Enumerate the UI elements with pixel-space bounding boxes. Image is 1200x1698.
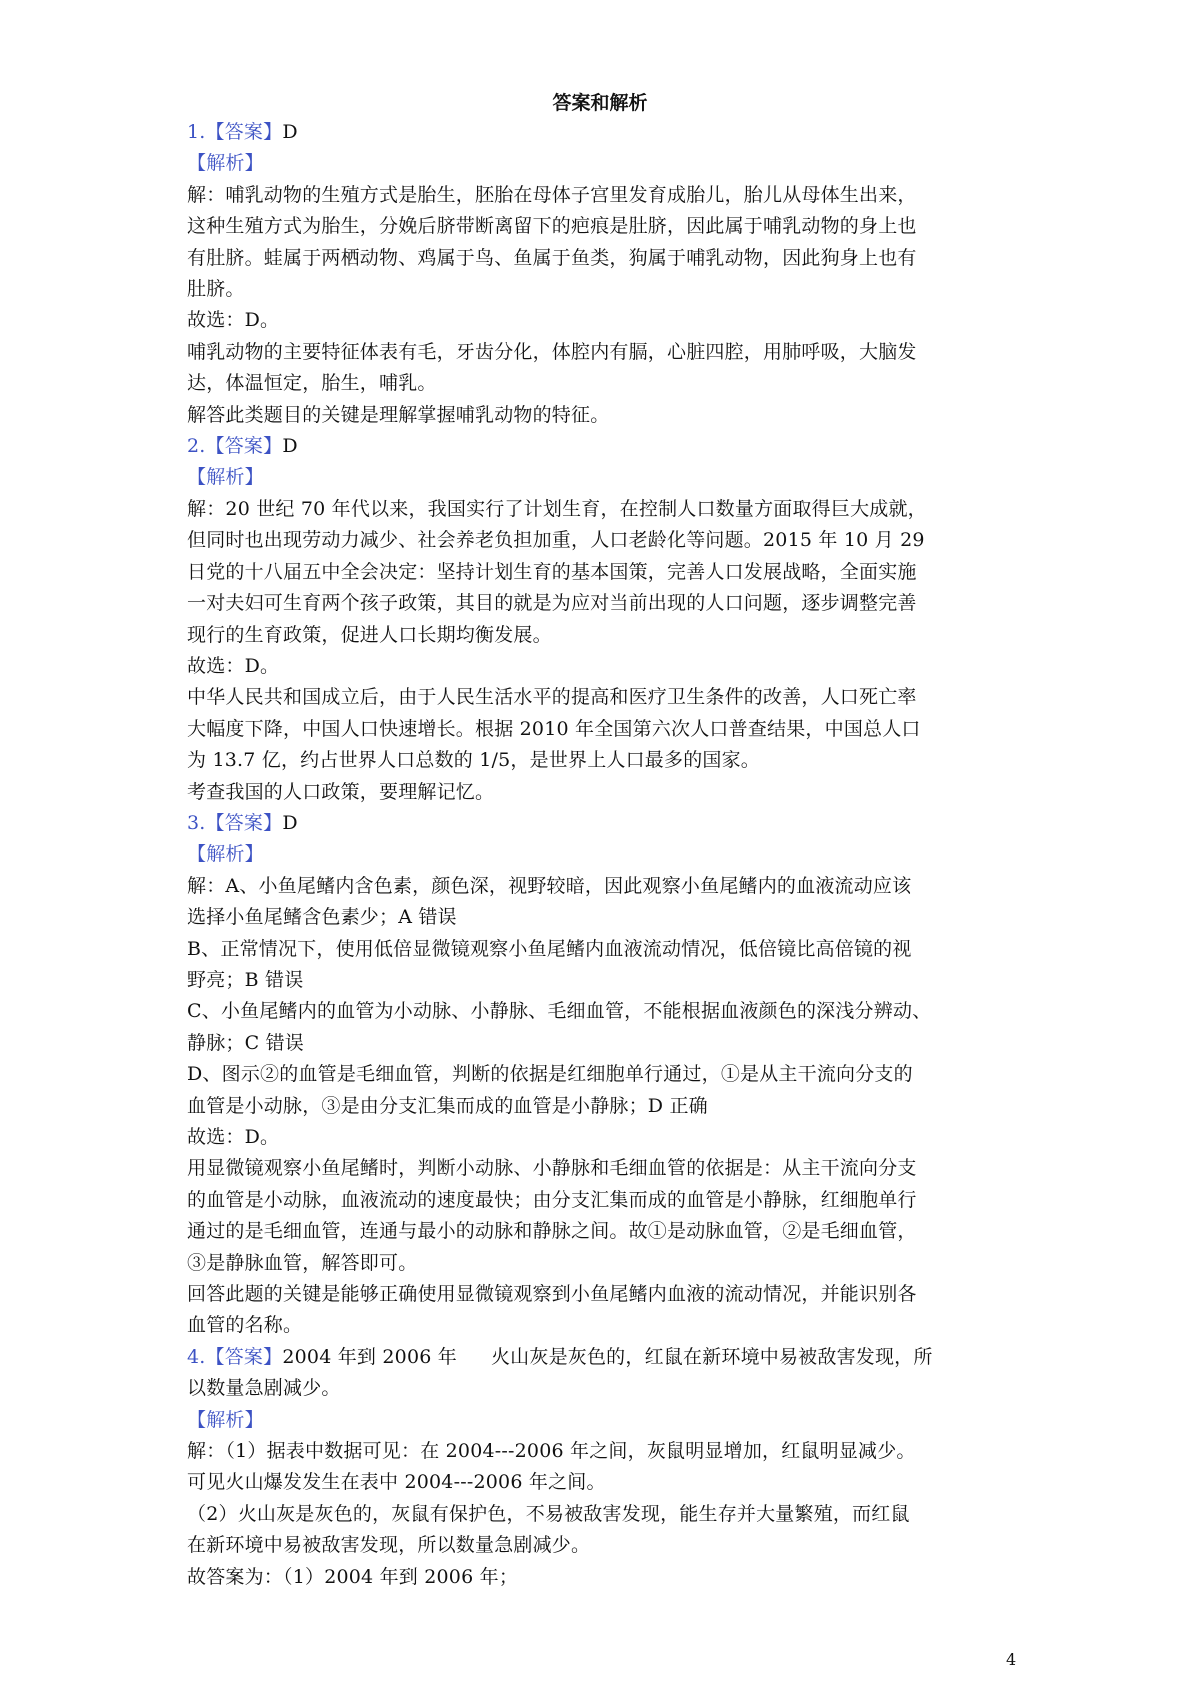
q4-answer-value-1: 2004 年到 2006 年 [282, 1345, 457, 1368]
q4-line: 故答案为：（1）2004 年到 2006 年； [187, 1565, 519, 1588]
q3-line: 血管是小动脉，③是由分支汇集而成的血管是小静脉；D 正确 [187, 1094, 708, 1117]
q1-line: 有肚脐。蛙属于两栖动物、鸡属于鸟、鱼属于鱼类，狗属于哺乳动物，因此狗身上也有 [187, 246, 917, 269]
q2-answer-value: D [282, 435, 298, 458]
q3-answer-value: D [282, 811, 298, 834]
q3-line: 静脉；C 错误 [187, 1031, 304, 1054]
q2-line: 一对夫妇可生育两个孩子政策，其目的就是为应对当前出现的人口问题，逐步调整完善 [187, 592, 917, 615]
q2-line: 考查我国的人口政策，要理解记忆。 [187, 780, 495, 803]
page-number: 4 [1006, 1650, 1017, 1669]
q3-line: C、小鱼尾鳍内的血管为小动脉、小静脉、毛细血管，不能根据血液颜色的深浅分辨动、 [187, 1000, 932, 1023]
q3-line: 用显微镜观察小鱼尾鳍时，判断小动脉、小静脉和毛细血管的依据是：从主干流向分支 [187, 1157, 917, 1180]
q4-line: 解：（1）据表中数据可见：在 2004---2006 年之间，灰鼠明显增加，红鼠明显减少。 [187, 1440, 916, 1463]
q2-line: 但同时也出现劳动力减少、社会养老负担加重，人口老龄化等问题。2015 年 10 月 29 [187, 529, 925, 552]
q1-line: 这种生殖方式为胎生，分娩后脐带断离留下的疤痕是肚脐，因此属于哺乳动物的身上也 [187, 215, 917, 238]
q4-line: （2）火山灰是灰色的，灰鼠有保护色，不易被敌害发现，能生存并大量繁殖，而红鼠 [187, 1502, 910, 1525]
q1-line: 肚脐。 [187, 278, 245, 301]
q2-line: 为 13.7 亿，约占世界人口总数的 1/5，是世界上人口最多的国家。 [187, 749, 761, 772]
q3-line: 的血管是小动脉，血液流动的速度最快；由分支汇集而成的血管是小静脉，红细胞单行 [187, 1188, 917, 1211]
q1-number: 1. [187, 121, 206, 143]
q2-line: 故选：D。 [187, 654, 280, 677]
q3-answer-row [187, 808, 1013, 839]
q2-line: 日党的十八届五中全会决定：坚持计划生育的基本国策，完善人口发展战略，全面实施 [187, 560, 917, 583]
q4-answer-label: 【答案】 [205, 1345, 283, 1368]
q2-line: 解：20 世纪 70 年代以来，我国实行了计划生育，在控制人口数量方面取得巨大成就， [187, 497, 927, 520]
q4-number: 4. [187, 1345, 206, 1368]
q2-answer-label: 【答案】 [205, 435, 283, 458]
q4-answer-row [187, 1342, 1013, 1373]
q3-analysis-label: 【解析】 [187, 843, 264, 866]
q2-number: 2. [187, 435, 206, 458]
q3-line: 解：A、小鱼尾鳍内含色素，颜色深，视野较暗，因此观察小鱼尾鳍内的血液流动应该 [187, 874, 912, 897]
q1-line: 解答此类题目的关键是理解掌握哺乳动物的特征。 [187, 403, 610, 426]
q3-line: 选择小鱼尾鳍含色素少；A 错误 [187, 906, 457, 929]
q2-line: 中华人民共和国成立后，由于人民生活水平的提高和医疗卫生条件的改善，人口死亡率 [187, 686, 917, 709]
q1-line: 达，体温恒定，胎生，哺乳。 [187, 372, 437, 395]
answer-document [187, 92, 1013, 1593]
q2-answer-row [187, 431, 1013, 462]
q3-number: 3. [187, 811, 206, 834]
q1-analysis-label: 【解析】 [187, 152, 264, 175]
q3-line: 血管的名称。 [187, 1314, 303, 1337]
q3-line: ③是静脉血管，解答即可。 [187, 1251, 418, 1274]
q2-line: 现行的生育政策，促进人口长期均衡发展。 [187, 623, 552, 646]
q1-line: 哺乳动物的主要特征体表有毛，牙齿分化，体腔内有膈，心脏四腔，用肺呼吸，大脑发 [187, 340, 917, 363]
q3-line: 通过的是毛细血管，连通与最小的动脉和静脉之间。故①是动脉血管，②是毛细血管， [187, 1220, 917, 1243]
q1-line: 解：哺乳动物的生殖方式是胎生，胚胎在母体子宫里发育成胎儿，胎儿从母体生出来， [187, 183, 917, 206]
q1-answer-value: D [282, 121, 298, 143]
q1-answer-label: 【答案】 [205, 121, 283, 143]
q3-line: 野亮；B 错误 [187, 968, 304, 991]
q4-answer-continuation: 以数量急剧减少。 [187, 1377, 341, 1400]
q3-line: B、正常情况下，使用低倍显微镜观察小鱼尾鳍内血液流动情况，低倍镜比高倍镜的视 [187, 937, 912, 960]
q2-line: 大幅度下降，中国人口快速增长。根据 2010 年全国第六次人口普查结果，中国总人口 [187, 717, 921, 740]
q3-line: D、图示②的血管是毛细血管，判断的依据是红细胞单行通过，①是从主干流向分支的 [187, 1063, 913, 1086]
q4-line: 可见火山爆发发生在表中 2004---2006 年之间。 [187, 1471, 606, 1494]
q4-analysis-label: 【解析】 [187, 1408, 264, 1431]
q4-line: 在新环境中易被敌害发现，所以数量急剧减少。 [187, 1534, 591, 1557]
q3-line: 回答此题的关键是能够正确使用显微镜观察到小鱼尾鳍内血液的流动情况，并能识别各 [187, 1283, 917, 1306]
q2-analysis-label: 【解析】 [187, 466, 264, 489]
q4-answer-value-2: 火山灰是灰色的，红鼠在新环境中易被敌害发现，所 [490, 1345, 933, 1368]
q1-answer-row [187, 117, 1013, 148]
q3-line: 故选：D。 [187, 1126, 280, 1148]
q3-answer-label: 【答案】 [205, 811, 283, 834]
q1-line: 故选：D。 [187, 309, 280, 332]
page-title: 答案和解析 [552, 92, 648, 114]
